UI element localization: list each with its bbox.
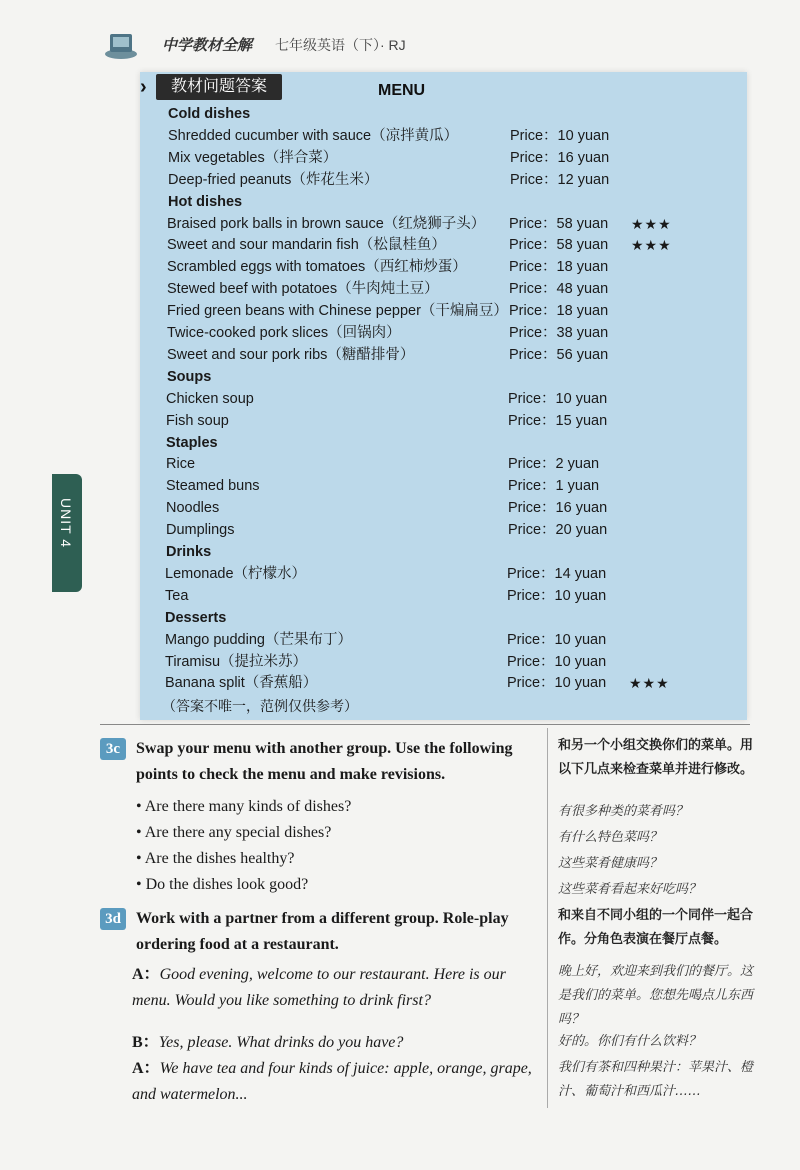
menu-item <box>167 234 727 256</box>
dish-price: Price：10 yuan <box>510 127 610 144</box>
speaker-label: B： <box>132 1034 159 1051</box>
menu-item <box>168 169 728 191</box>
bullet-item: • Are the dishes healthy? <box>136 850 295 867</box>
section-divider <box>100 724 750 725</box>
dish-name: Banana split（香蕉船） <box>165 675 318 692</box>
dish-price: Price：16 yuan <box>508 500 608 517</box>
dish-name: Tea <box>165 587 189 604</box>
unit-tab <box>52 474 82 592</box>
category-label: Soups <box>167 368 212 385</box>
menu-item <box>165 563 725 585</box>
menu-category <box>166 541 726 563</box>
speaker-label: A： <box>132 1060 160 1077</box>
menu-item <box>165 629 725 651</box>
section-3d-instruction: Work with a partner from a different group. Role-play ordering food at a restaurant. <box>136 910 509 953</box>
dish-name: Deep-fried peanuts（炸花生米） <box>168 171 379 188</box>
dish-name: Tiramisu（提拉米苏） <box>165 653 308 670</box>
answer-tag-label: 教材问题答案 <box>156 74 282 100</box>
dialog-text: We have tea and four kinds of juice: apple, orange, grape, and watermelon... <box>132 1060 532 1103</box>
menu-item <box>167 256 727 278</box>
dish-price: Price：10 yuan <box>507 587 607 604</box>
dish-name: Mango pudding（芒果布丁） <box>165 631 352 648</box>
dish-name: Dumplings <box>166 522 235 539</box>
dish-name: Chicken soup <box>166 390 254 407</box>
menu-item <box>166 388 726 410</box>
book-subtitle: 七年级英语（下）· RJ <box>275 37 406 53</box>
menu-title: MENU <box>378 82 426 99</box>
dish-name: Twice-cooked pork slices（回锅肉） <box>167 325 401 341</box>
cn-dialog-line: 我们有茶和四种果汁：苹果汁、橙汁、葡萄汁和西瓜汁…… <box>558 1060 754 1099</box>
rating-stars-icon: ★★★ <box>629 675 670 692</box>
chevron-right-icon: › <box>140 76 147 98</box>
dish-price: Price：38 yuan <box>509 325 609 341</box>
menu-item <box>168 125 728 147</box>
menu-category <box>168 191 728 213</box>
category-label: Hot dishes <box>168 193 243 210</box>
section-3c-cn-instruction: 和另一个小组交换你们的菜单。用以下几点来检查菜单并进行修改。 <box>558 738 754 777</box>
dish-price: Price：16 yuan <box>510 149 610 166</box>
menu-item <box>168 147 728 169</box>
dish-price: Price：56 yuan <box>509 346 609 363</box>
dish-name: Mix vegetables（拌合菜） <box>168 149 338 166</box>
cn-bullet: 有很多种类的菜肴吗？ <box>558 804 689 819</box>
menu-item <box>166 410 726 432</box>
dish-price: Price：10 yuan <box>507 653 607 670</box>
section-3c-badge: 3c <box>100 738 126 760</box>
menu-category <box>167 366 727 388</box>
menu-item <box>165 585 725 607</box>
dish-name: Scrambled eggs with tomatoes（西红柿炒蛋） <box>167 259 467 276</box>
dish-name: Stewed beef with potatoes（牛肉炖土豆） <box>167 281 439 298</box>
cn-dialog-line: 好的。你们有什么饮料？ <box>558 1034 702 1049</box>
bullet-item: • Do the dishes look good? <box>136 876 309 893</box>
menu-category <box>166 432 726 454</box>
menu-item <box>167 278 727 300</box>
menu-item <box>165 651 725 673</box>
category-label: Desserts <box>165 609 227 626</box>
bullet-item: • Are there many kinds of dishes? <box>136 798 352 815</box>
menu-item <box>167 344 727 366</box>
menu-footnote: （答案不唯一，范例仅供参考） <box>162 698 358 714</box>
dish-name: Fish soup <box>166 412 229 429</box>
book-title: 中学教材全解 <box>162 37 253 54</box>
speaker-label: A： <box>132 966 160 983</box>
cn-dialog-line: 晚上好，欢迎来到我们的餐厅。这是我们的菜单。您想先喝点儿东西吗？ <box>558 964 754 1027</box>
menu-item <box>166 453 726 475</box>
dish-price: Price：10 yuan <box>507 631 607 648</box>
dialog-line <box>132 962 532 1014</box>
menu-item <box>166 497 726 519</box>
dish-price: Price：48 yuan <box>509 281 609 298</box>
menu-item <box>167 300 727 322</box>
menu-category <box>168 103 728 125</box>
dialog-line <box>132 1030 532 1056</box>
dish-name: Shredded cucumber with sauce（凉拌黄瓜） <box>168 127 459 144</box>
dish-price: Price：15 yuan <box>508 412 608 429</box>
dish-price: Price：14 yuan <box>507 565 607 582</box>
dish-price: Price：18 yuan <box>509 303 609 320</box>
dialog-line <box>132 1056 532 1108</box>
cn-bullet: 这些菜肴健康吗？ <box>558 856 663 871</box>
dish-price: Price：58 yuan <box>509 215 609 232</box>
dish-name: Steamed buns <box>166 478 260 495</box>
dish-name: Fried green beans with Chinese pepper（干煸扁豆） <box>167 303 508 320</box>
dialog-text: Good evening, welcome to our restaurant. Here is our menu. Would you like something to drink first? <box>132 966 506 1009</box>
menu-item <box>166 519 726 541</box>
dish-price: Price：1 yuan <box>508 478 600 495</box>
dish-price: Price：58 yuan <box>509 237 609 254</box>
unit-tab-label: UNIT 4 <box>58 498 74 549</box>
dish-name: Sweet and sour mandarin fish（松鼠桂鱼） <box>167 237 446 254</box>
bullet-item: • Are there any special dishes? <box>136 824 332 841</box>
menu-item <box>167 322 727 344</box>
dish-price: Price：2 yuan <box>508 456 600 473</box>
section-3d-badge: 3d <box>100 908 126 930</box>
dish-name: Sweet and sour pork ribs（糖醋排骨） <box>167 346 415 363</box>
rating-stars-icon: ★★★ <box>631 237 672 254</box>
rating-stars-icon: ★★★ <box>631 215 672 232</box>
dish-price: Price：20 yuan <box>508 522 608 539</box>
dish-name: Braised pork balls in brown sauce（红烧狮子头） <box>167 215 486 232</box>
dish-price: Price：12 yuan <box>510 171 610 188</box>
cn-bullet: 有什么特色菜吗？ <box>558 830 663 845</box>
menu-item <box>167 213 727 235</box>
dish-price: Price：18 yuan <box>509 259 609 276</box>
dish-name: Rice <box>166 456 196 473</box>
menu-item <box>166 475 726 497</box>
section-3c-instruction: Swap your menu with another group. Use the following points to check the menu and make revisions. <box>136 740 513 783</box>
category-label: Cold dishes <box>168 106 251 122</box>
dish-name: Noodles <box>166 500 220 517</box>
cn-bullet: 这些菜肴看起来好吃吗？ <box>558 882 702 897</box>
dish-price: Price：10 yuan <box>508 390 608 407</box>
dialog-text: Yes, please. What drinks do you have? <box>158 1034 404 1051</box>
category-label: Staples <box>166 434 218 451</box>
dish-name: Lemonade（柠檬水） <box>165 565 307 582</box>
menu-item <box>165 672 725 694</box>
column-divider <box>547 728 548 1108</box>
menu-category <box>165 607 725 629</box>
dish-price: Price：10 yuan <box>507 675 607 692</box>
section-3d-cn-instruction: 和来自不同小组的一个同伴一起合作。分角色表演在餐厅点餐。 <box>558 908 754 947</box>
category-label: Drinks <box>166 544 212 560</box>
